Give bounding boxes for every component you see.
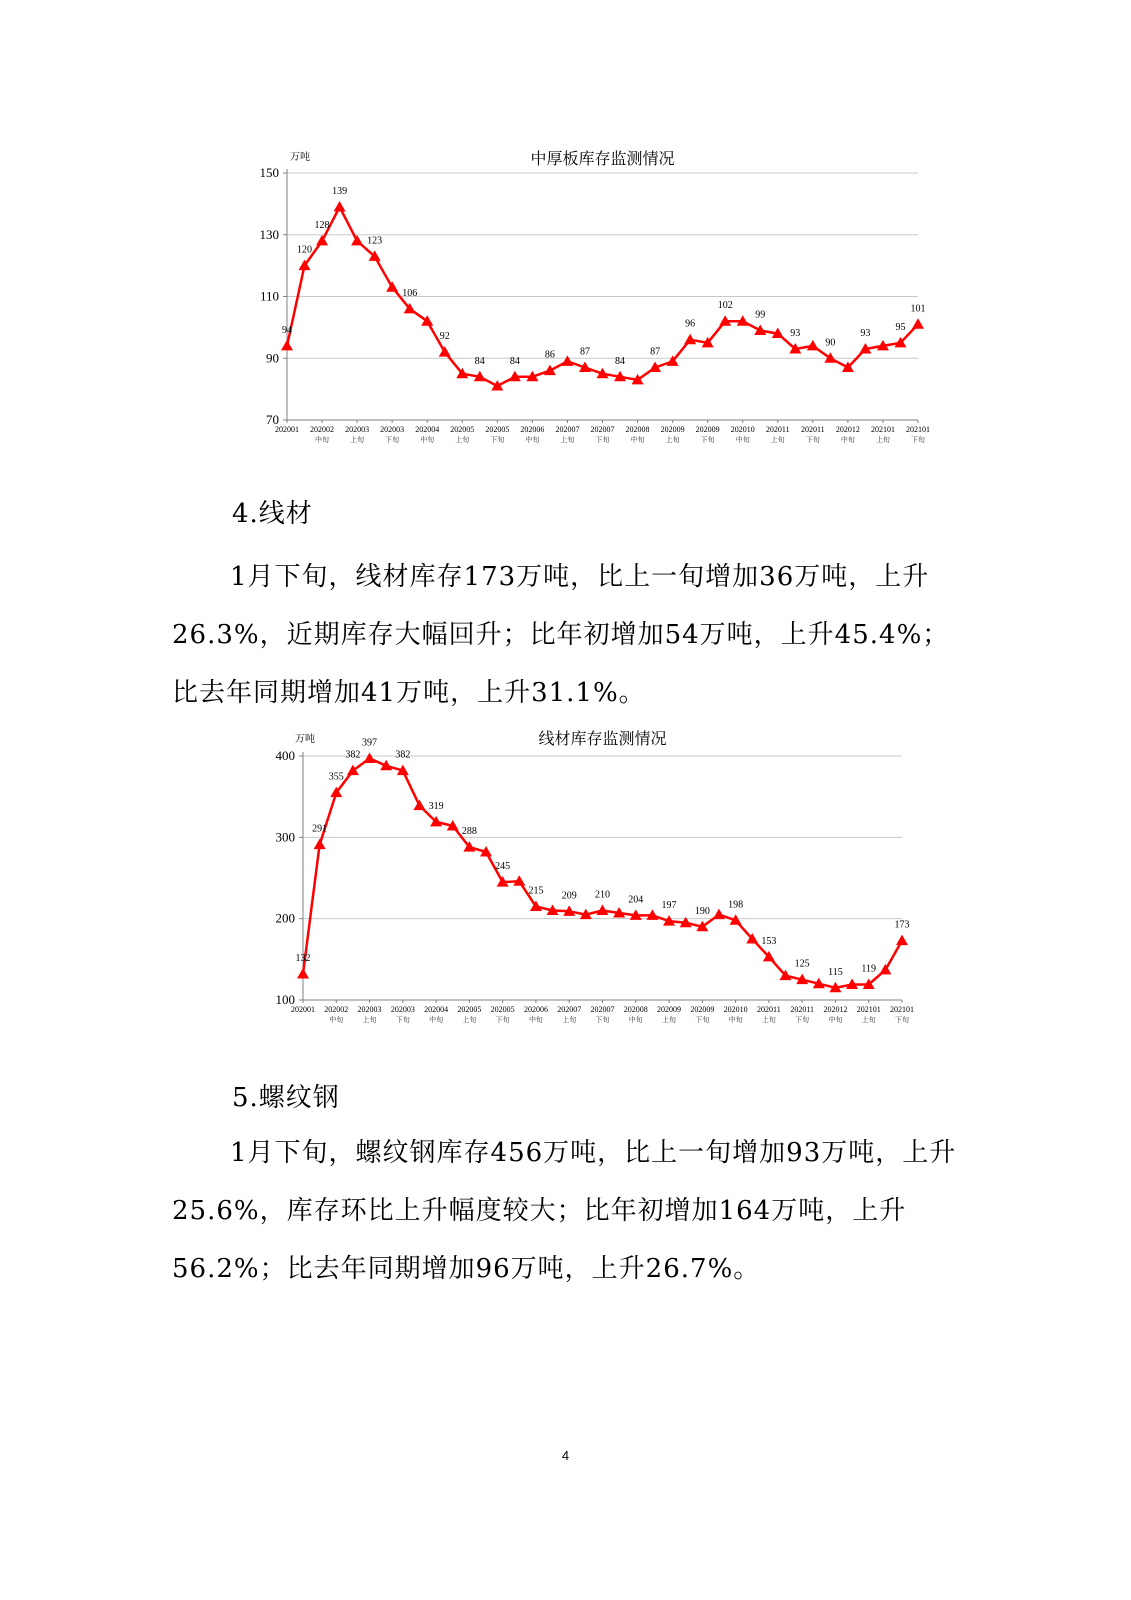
x-tick-label: 202012 [823,1005,848,1014]
data-label: 120 [297,244,313,256]
chart-title: 线材库存监测情况 [538,731,667,748]
data-point [561,355,573,366]
x-tick-label: 202005 [450,425,475,434]
x-tick-label: 202010 [723,1005,748,1014]
data-label: 125 [794,958,810,970]
data-label: 92 [439,331,450,343]
chart-wire-inventory [240,722,960,1042]
x-tick-sublabel: 下旬 [700,436,715,444]
x-tick-sublabel: 上旬 [455,436,470,444]
x-tick-sublabel: 下旬 [795,1016,810,1024]
x-tick-label: 202011 [790,1005,815,1014]
data-label: 132 [295,952,311,964]
x-tick-sublabel: 中旬 [628,1016,643,1024]
chart-plate-inventory [240,140,960,460]
y-tick-label: 130 [259,226,279,242]
x-tick-label: 202008 [623,1005,648,1014]
x-tick-sublabel: 中旬 [429,1016,444,1024]
x-tick-sublabel: 下旬 [595,436,610,444]
x-tick-label: 202002 [324,1005,349,1014]
data-label: 245 [495,861,511,873]
x-tick-sublabel: 上旬 [875,436,890,444]
data-label: 382 [395,749,411,761]
y-tick-label: 400 [275,748,295,763]
data-point [754,324,766,335]
data-label: 209 [561,890,577,902]
x-tick-label: 202009 [657,1005,682,1014]
data-label: 106 [402,287,418,299]
x-tick-label: 202006 [520,425,545,434]
x-tick-sublabel: 中旬 [528,1016,543,1024]
data-label: 84 [474,355,485,367]
x-tick-sublabel: 上旬 [562,1016,577,1024]
x-tick-sublabel: 下旬 [695,1016,710,1024]
data-label: 84 [509,355,520,367]
x-tick-label: 202007 [590,425,615,434]
x-tick-label: 202101 [890,1005,914,1014]
x-tick-sublabel: 下旬 [490,436,505,444]
x-tick-label: 202011 [757,1005,781,1014]
x-tick-label: 202003 [390,1005,415,1014]
chart-wire-svg [240,722,960,1042]
x-tick-sublabel: 下旬 [911,436,925,444]
x-tick-sublabel: 中旬 [420,436,435,444]
data-point [281,340,293,351]
x-tick-sublabel: 下旬 [385,436,400,444]
data-label: 197 [661,900,677,912]
data-point [807,340,819,351]
data-label: 210 [595,889,610,901]
x-tick-sublabel: 上旬 [362,1016,377,1024]
data-point [297,968,309,979]
x-tick-sublabel: 上旬 [665,436,680,444]
x-tick-label: 202003 [345,425,370,434]
x-tick-label: 202009 [695,425,720,434]
data-label: 128 [314,219,330,231]
x-tick-sublabel: 中旬 [728,1016,743,1024]
y-tick-label: 300 [275,829,295,845]
x-tick-sublabel: 上旬 [861,1016,876,1024]
data-label: 173 [894,919,910,931]
x-tick-sublabel: 中旬 [630,436,645,444]
data-label: 190 [694,905,710,917]
x-tick-label: 202006 [523,1005,548,1014]
x-tick-label: 202012 [835,425,860,434]
y-tick-label: 100 [275,992,295,1007]
x-tick-sublabel: 中旬 [840,436,855,444]
data-point [544,365,556,376]
x-tick-label: 202001 [275,425,299,434]
x-tick-label: 202007 [555,425,580,434]
data-label: 153 [761,935,777,947]
x-tick-label: 202007 [557,1005,582,1014]
data-point [413,800,425,811]
data-point [316,235,328,246]
x-tick-label: 202003 [380,425,405,434]
y-tick-label: 110 [259,288,279,304]
data-label: 99 [755,309,766,321]
x-tick-sublabel: 下旬 [595,1016,610,1024]
x-tick-sublabel: 下旬 [395,1016,410,1024]
x-tick-sublabel: 上旬 [560,436,575,444]
x-tick-label: 202011 [800,425,825,434]
data-label: 96 [685,318,696,330]
x-tick-label: 202005 [457,1005,482,1014]
x-tick-sublabel: 下旬 [805,436,820,444]
x-tick-label: 202101 [856,1005,881,1014]
data-label: 115 [828,966,843,978]
data-label: 93 [860,327,871,339]
data-point [351,235,363,246]
data-label: 319 [428,800,444,812]
data-label: 139 [332,185,348,197]
data-point [713,909,725,920]
y-tick-label: 90 [266,350,279,366]
x-tick-label: 202009 [690,1005,715,1014]
heading-rebar: 5.螺纹钢 [232,1083,340,1113]
data-label: 291 [312,823,328,835]
paragraph-wire: 1月下旬，线材库存173万吨，比上一旬增加36万吨，上升26.3%，近期库存大幅回升；比年初增加54万吨，上升45.4%；比去年同期增加41万吨，上升31.1%。 [172,562,950,708]
data-point [386,281,398,292]
y-axis-unit: 万吨 [295,734,315,745]
x-tick-sublabel: 中旬 [828,1016,843,1024]
data-label: 90 [825,337,836,349]
x-tick-label: 202009 [660,425,685,434]
chart-plate-svg [240,140,960,460]
x-tick-sublabel: 下旬 [495,1016,510,1024]
data-point [439,346,451,357]
page-number: 4 [561,1448,570,1463]
x-tick-label: 202004 [424,1005,449,1014]
x-tick-label: 202005 [490,1005,515,1014]
data-point [364,752,376,763]
data-label: 119 [861,963,877,975]
data-label: 123 [367,235,383,247]
data-label: 382 [345,749,361,761]
x-tick-label: 202004 [415,425,440,434]
y-tick-label: 200 [275,910,295,926]
heading-wire: 4.线材 [232,499,313,529]
data-point [684,334,696,345]
x-tick-sublabel: 上旬 [761,1016,776,1024]
data-label: 288 [461,826,477,838]
data-label: 204 [628,894,644,906]
x-tick-sublabel: 上旬 [770,436,785,444]
data-point [912,318,924,329]
data-point [597,905,609,916]
series-line [303,758,902,987]
y-tick-label: 150 [259,165,279,180]
x-tick-label: 202007 [590,1005,615,1014]
data-label: 95 [895,321,906,333]
data-label: 102 [717,300,733,312]
x-tick-sublabel: 上旬 [662,1016,677,1024]
data-point [896,935,908,946]
y-tick-label: 70 [266,412,279,427]
x-tick-label: 202008 [625,425,650,434]
x-tick-sublabel: 中旬 [525,436,540,444]
x-tick-label: 202101 [870,425,895,434]
x-tick-sublabel: 中旬 [735,436,750,444]
x-tick-sublabel: 中旬 [329,1016,344,1024]
x-tick-label: 202001 [291,1005,315,1014]
data-label: 86 [544,349,555,361]
x-tick-sublabel: 上旬 [462,1016,477,1024]
x-tick-sublabel: 下旬 [895,1016,909,1024]
x-tick-label: 202101 [906,425,930,434]
data-label: 101 [910,303,926,315]
data-label: 87 [650,346,661,358]
x-tick-sublabel: 上旬 [350,436,365,444]
chart-title: 中厚板库存监测情况 [530,151,675,168]
x-tick-label: 202003 [357,1005,382,1014]
data-point [334,201,346,212]
data-point [491,380,503,391]
data-label: 94 [282,324,292,336]
data-label: 198 [728,899,744,911]
data-label: 87 [579,346,590,358]
y-axis-unit: 万吨 [290,152,310,163]
data-point [879,964,891,975]
data-label: 397 [362,737,378,749]
x-tick-sublabel: 中旬 [315,436,330,444]
data-point [314,839,326,850]
paragraph-rebar: 1月下旬，螺纹钢库存456万吨，比上一旬增加93万吨，上升25.6%，库存环比上升幅度较大；比年初增加164万吨，上升56.2%；比去年同期增加96万吨，上升26.7%。 [172,1138,957,1284]
data-label: 215 [528,885,544,897]
data-label: 93 [790,327,801,339]
x-tick-label: 202002 [310,425,335,434]
data-label: 355 [328,771,344,783]
x-tick-label: 202010 [730,425,755,434]
x-tick-label: 202011 [765,425,790,434]
data-label: 84 [615,355,626,367]
x-tick-label: 202005 [485,425,510,434]
